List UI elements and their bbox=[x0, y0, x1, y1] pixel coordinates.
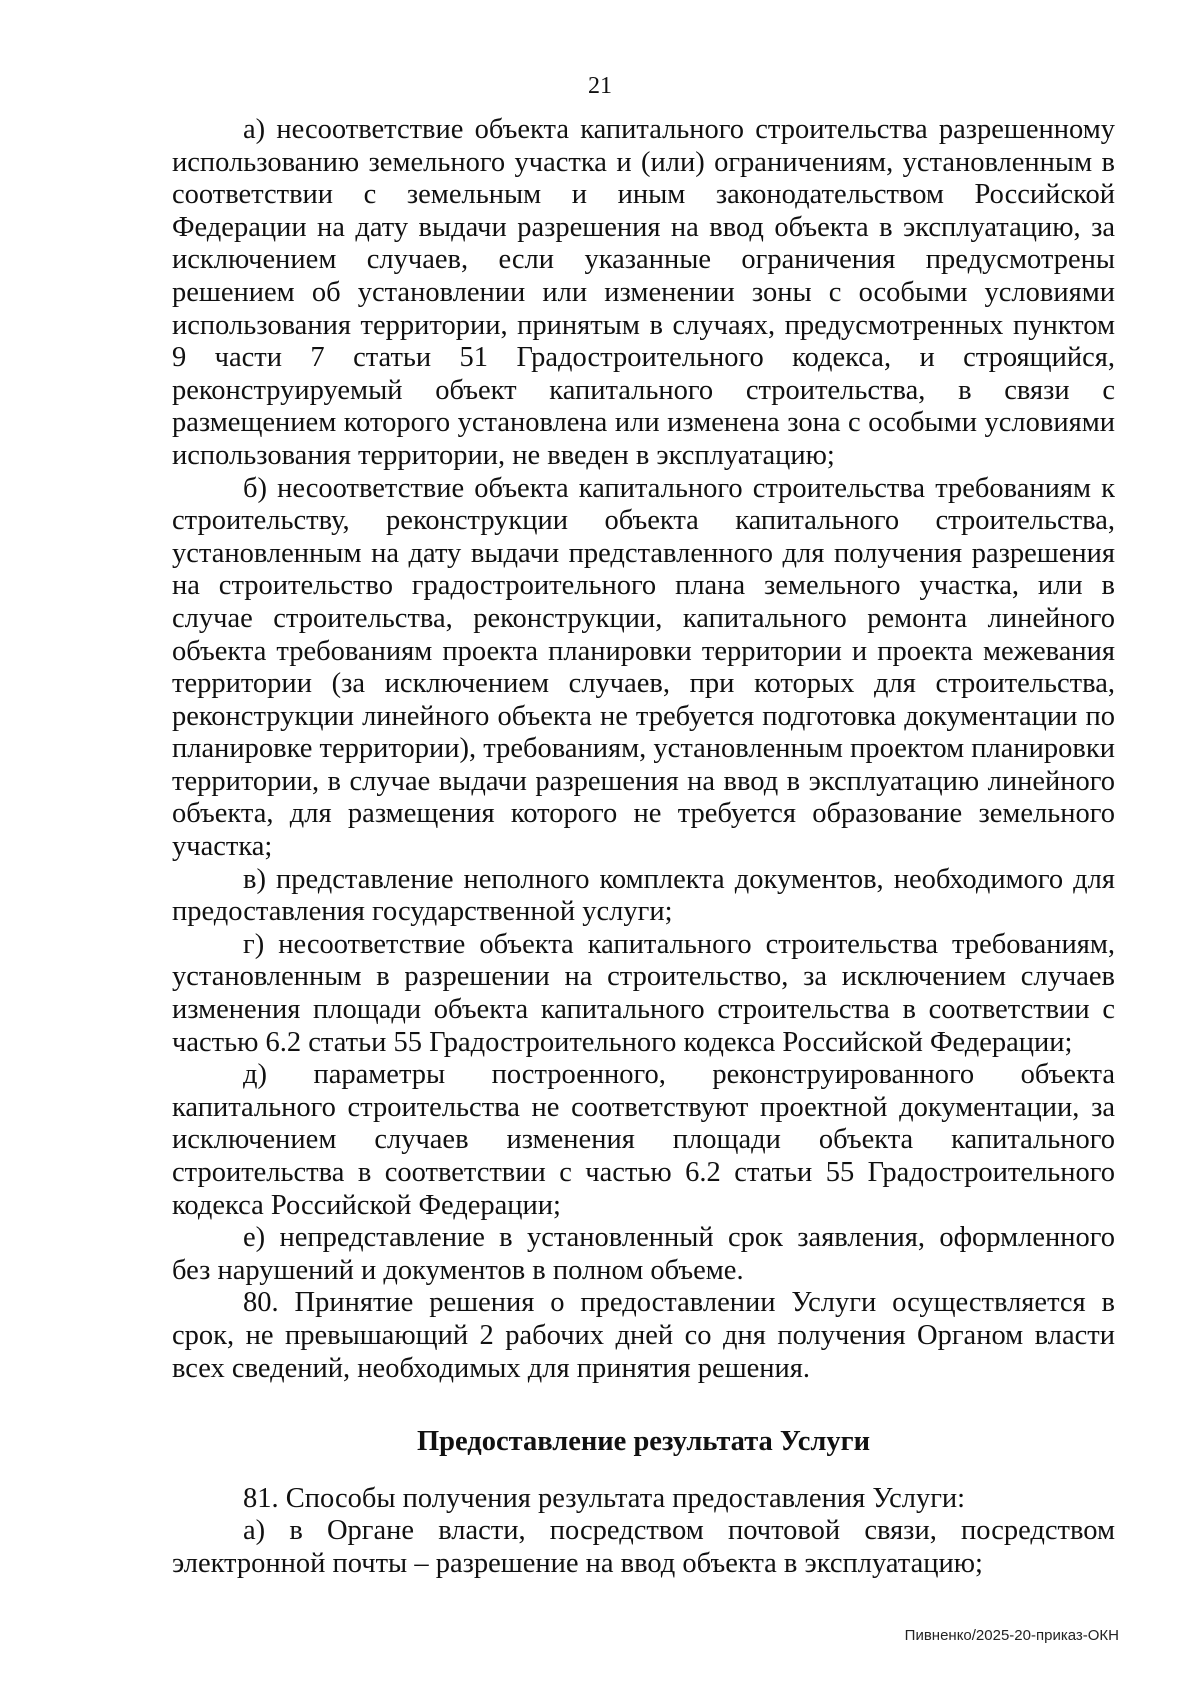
document-body bbox=[172, 114, 1115, 1581]
paragraph-e-late-application: е) непредставление в установленный срок заявления, оформленного без нарушений и документов в полном объеме. bbox=[172, 1222, 1115, 1286]
paragraph-81-result-methods: 81. Способы получения результата предоставления Услуги: bbox=[243, 1482, 966, 1514]
paragraph-d-parameters-mismatch: д) параметры построенного, реконструированного объекта капитального строительства не соответствуют проектной документации, за исключением случаев изменения площади объекта капитального строительства в соответствии с частью 6.2 статьи 55 Градостроительного кодекса Российской Федерации; bbox=[172, 1059, 1115, 1221]
paragraph-a-objective-mismatch: а) несоответствие объекта капитального строительства разрешенному использованию земельного участка и (или) ограничениям, установленным в соответствии с земельным и иным законодательством Российской Федерации на дату выдачи разрешения на ввод объекта в эксплуатацию, за исключением случаев, если указанные ограничения предусмотрены решением об установлении или изменении зоны с особыми условиями использования территории, принятым в случаях, предусмотренных пунктом 9 части 7 статьи 51 Градостроительного кодекса, и строящийся, реконструируемый объект капитального строительства, в связи с размещением которого установлена или изменена зона с особыми условиями использования территории, не введен в эксплуатацию; bbox=[172, 114, 1115, 471]
paragraph-b-requirements-mismatch: б) несоответствие объекта капитального строительства требованиям к строительству, реконструкции объекта капитального строительства, установленным на дату выдачи представленного для получения разрешения на строительство градостроительного плана земельного участка, или в случае строительства, реконструкции, капитального ремонта линейного объекта требованиям проекта планировки территории и проекта межевания территории (за исключением случаев, при которых для строительства, реконструкции линейного объекта не требуется подготовка документации по планировке территории), требованиям, установленным проектом планировки территории, в случае выдачи разрешения на ввод в эксплуатацию линейного объекта, для размещения которого не требуется образование земельного участка; bbox=[172, 472, 1115, 863]
paragraph-g-permit-mismatch: г) несоответствие объекта капитального строительства требованиям, установленным в разрешении на строительство, за исключением случаев изменения площади объекта капитального строительства в соответствии с частью 6.2 статьи 55 Градостроительного кодекса Российской Федерации; bbox=[172, 928, 1115, 1058]
document-id-footer: Пивненко/2025-20-приказ-ОКН bbox=[904, 1627, 1119, 1644]
paragraph-v-incomplete-documents: в) представление неполного комплекта документов, необходимого для предоставления государственной услуги; bbox=[172, 863, 1115, 928]
paragraph-81a-authority-delivery: а) в Органе власти, посредством почтовой связи, посредством электронной почты – разрешение на ввод объекта в эксплуатацию; bbox=[172, 1515, 1115, 1579]
paragraph-80-decision-term: 80. Принятие решения о предоставлении Услуги осуществляется в срок, не превышающий 2 рабочих дней со дня получения Органом власти всех сведений, необходимых для принятия решения. bbox=[172, 1287, 1115, 1384]
page-number: 21 bbox=[588, 73, 612, 99]
section-heading: Предоставление результата Услуги bbox=[416, 1426, 871, 1458]
